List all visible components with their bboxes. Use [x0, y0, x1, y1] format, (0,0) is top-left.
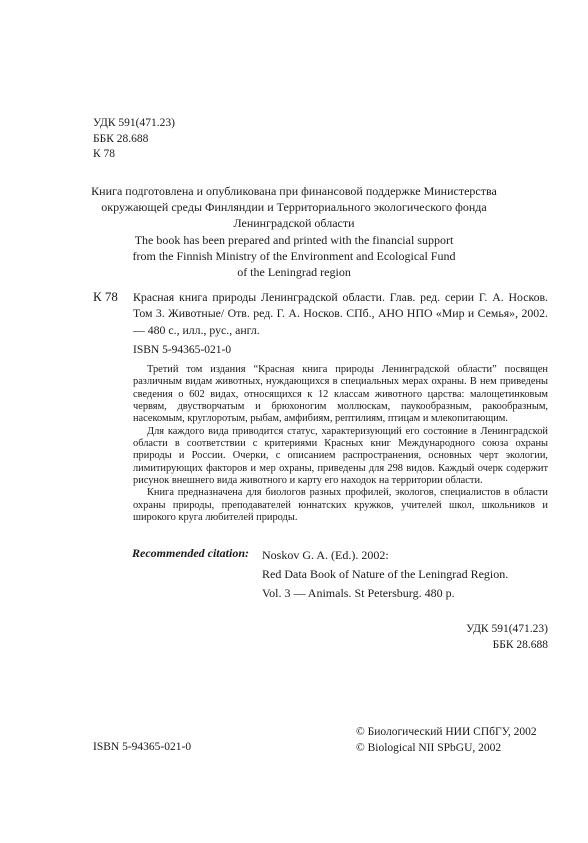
copyright-en: © Biological NII SPbGU, 2002: [356, 742, 502, 754]
citation-line: Red Data Book of Nature of the Leningrad Region.: [262, 567, 509, 581]
citation-line: Noskov G. A. (Ed.). 2002:: [262, 548, 389, 562]
support-ru-line: окружающей среды Финляндии и Территориального экологического фонда: [101, 200, 487, 215]
bbk-code: ББК 28.688: [93, 132, 149, 145]
bottom-classification-codes: [438, 621, 548, 653]
udk-code: УДК 591(471.23): [466, 623, 548, 635]
top-classification-codes: [93, 116, 175, 163]
support-ru-line: Ленинградской области: [233, 216, 355, 231]
support-en-line: of the Leningrad region: [237, 265, 351, 280]
support-en-line: The book has been prepared and printed with the financial support: [134, 232, 454, 247]
bbk-code: ББК 28.688: [492, 639, 548, 651]
support-statement: [40, 183, 548, 280]
support-en-line: from the Finnish Ministry of the Environment and Ecological Fund: [132, 248, 456, 263]
citation-line: Vol. 3 — Animals. St Petersburg. 480 p.: [262, 586, 455, 600]
citation-label: Recommended citation:: [132, 546, 249, 560]
footer-isbn: ISBN 5-94365-021-0: [93, 741, 192, 753]
author-mark: К 78: [93, 148, 116, 160]
citation-text: [262, 546, 508, 603]
isbn-line: ISBN 5-94365-021-0: [133, 344, 232, 356]
bibliographic-index: К 78: [93, 289, 118, 304]
abstract: [133, 364, 548, 524]
support-ru-line: Книга подготовлена и опубликована при финансовой поддержке Министерства: [91, 184, 497, 198]
udk-code: УДК 591(471.23): [93, 117, 175, 129]
bibliographic-description: Красная книга природы Ленинградской области. Глав. ред. серии Г. А. Носков. Том 3. Животные/ Отв. ред. Г. А. Носков. СПб., АНО НПО «Мир и Семья», 2002. — 480 с., илл., рус., англ.: [133, 290, 548, 337]
abstract-paragraph: Книга предназначена для биологов разных профилей, экологов, специалистов в области охраны природы, преподавателей юннатских кружков, учителей школ, школьников и широкого круга любителей природы.: [133, 487, 548, 524]
copyright-block: [356, 724, 537, 756]
abstract-paragraph: Для каждого вида приводится статус, характеризующий его состояние в Ленинградской области в соответствии с критериями Красных книг Международного союза охраны природы и России. Очерки, с описанием распространения, основных черт экологии, лимитирующих факторов и мер охраны, приведены для 298 видов. Каждый очерк содержит рисунок внешнего вида животного и карту его находок на территории области.: [133, 425, 548, 487]
abstract-paragraph: Третий том издания “Красная книга природы Ленинградской области” посвящен различным видам животных, нуждающихся в специальных мерах охраны. В нем приведены сведения о 602 видах, относящихся к 12 классам животного царства: малощетинковым червям, двустворчатым и брюхоногим моллюскам, паукообразным, ракообразным, насекомым, круглоротым, рыбам, амфибиям, рептилиям, птицам и млекопитающим.: [133, 364, 548, 425]
copyright-ru: © Биологический НИИ СПбГУ, 2002: [356, 726, 537, 738]
